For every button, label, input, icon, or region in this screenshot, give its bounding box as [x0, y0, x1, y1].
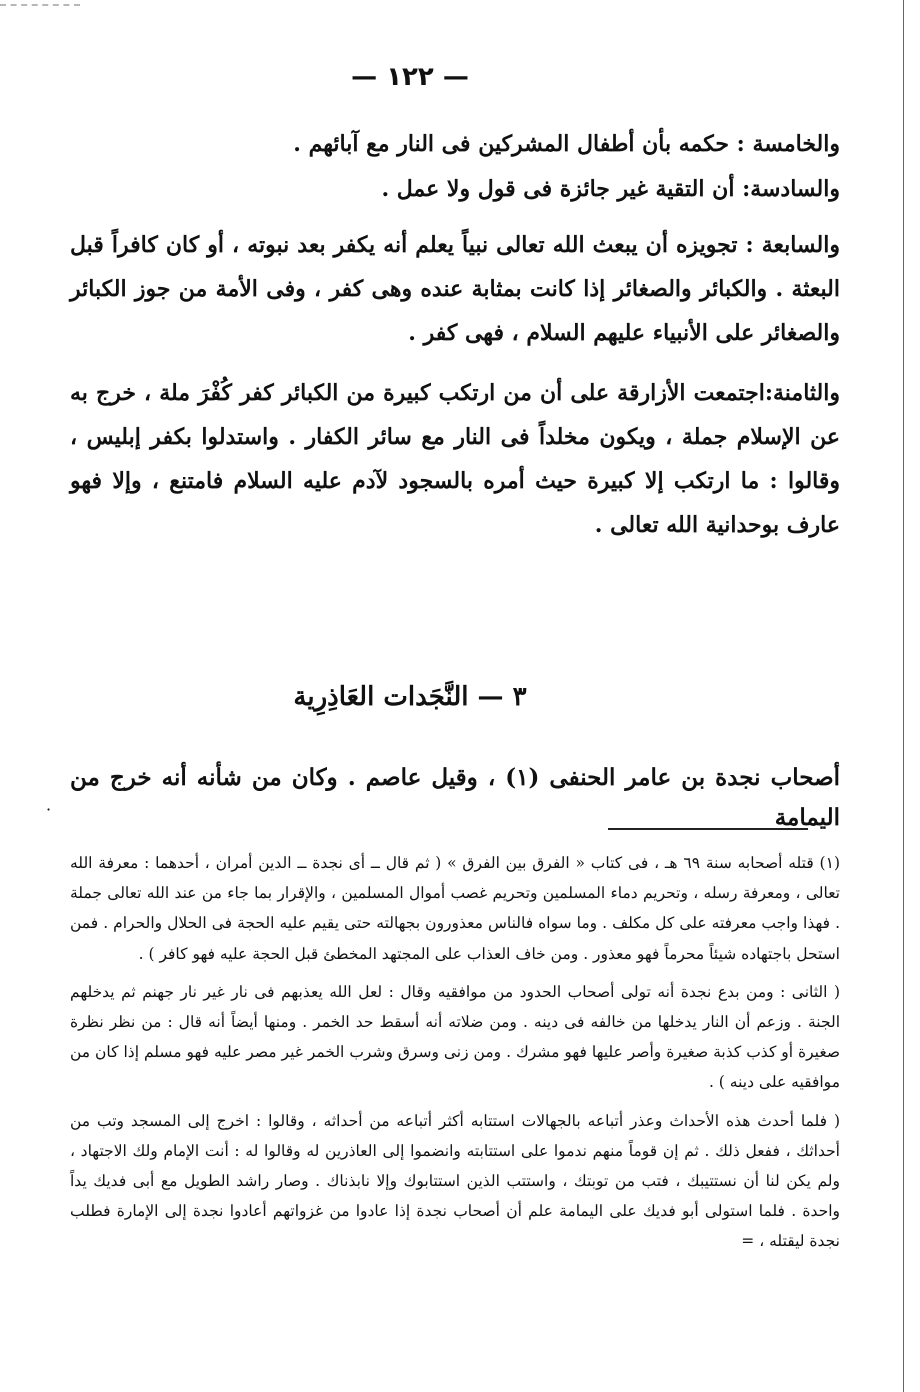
section-heading: ٣ — النَّجَدات العَاذِرِية [293, 682, 527, 712]
paragraph-eighth: والثامنة:اجتمعت الأزارقة على أن من ارتكب كبيرة من الكبائر كفر كُفْرَ ملة ، خرج به عن الإسلام جملة ، ويكون مخلداً فى النار مع سائر الكفار . واستدلوا بكفر إبليس ، وقالوا : ما ارتكب إلا كبيرة حيث أمره بالسجود لآدم عليه السلام فامتنع ، وإلا فهو عارف بوحدانية الله تعالى . [70, 380, 840, 538]
footnote-3: ( فلما أحدث هذه الأحداث وعذر أتباعه بالجهالات استتابه أكثر أتباعه من أحداثه ، وقالوا : اخرج إلى المسجد وتب من أحداثك ، ففعل ذلك . ثم إن قوماً منهم ندموا على استتابته وانضموا إلى العاذرين له وقالوا له : أنت الإمام ولك الاجتهاد ، ولم يكن لنا أن نستتيبك ، فتب من توبتك ، واستتب الذين استتابوك وإلا نابذناك . وصار راشد الطويل مع أبى فديك يداً واحدة . فلما استولى أبو فديك على اليمامة علم أن أصحاب نجدة إذا عادوا من غزواتهم أعادوا نجدة إلى الإمارة فطلب نجدة ليقتله ، = [70, 1111, 840, 1251]
margin-dot: · [46, 800, 52, 819]
page-edge-line [903, 0, 918, 1392]
footnote-1: (١) قتله أصحابه سنة ٦٩ هـ ، فى كتاب « الفرق بين الفرق » ( ثم قال ــ أى نجدة ــ الدين أمران ، أحدهما : معرفة الله تعالى ، ومعرفة رسله ، وتحريم دماء المسلمين وتحريم غصب أموال المسلمين ، والإقرار بما جاء من عند الله تعالى جملة . فهذا واجب معرفته على كل مكلف . وما سواه فالناس معذورون بجهالته حتى يقيم عليه الحجة فى الحلال والحرام . فمن استحل باجتهاده شيئاً محرماً فهو معذور . ومن خاف العذاب على المجتهد المخطئ قبل الحجة عليه فهو كافر ) . [70, 854, 840, 963]
paragraph-seventh: والسابعة : تجويزه أن يبعث الله تعالى نبياً يعلم أنه يكفر بعد نبوته ، أو كان كافراً قبل البعثة . والكبائر والصغائر إذا كانت بمثابة عنده وهى كفر ، وفى الأمة من جوز الكبائر والصغائر على الأنبياء عليهم السلام ، فهى كفر . [70, 232, 840, 346]
section-intro: أصحاب نجدة بن عامر الحنفى (١) ، وقيل عاصم . وكان من شأنه أنه خرج من اليمامة [70, 764, 840, 831]
paragraph-fifth: والخامسة : حكمه بأن أطفال المشركين فى النار مع آبائهم . [293, 131, 840, 157]
page-number: — ١٢٢ — [351, 62, 469, 92]
scan-edge-mark [0, 4, 80, 8]
paragraph-sixth: والسادسة: أن التقية غير جائزة فى قول ولا عمل . [381, 176, 840, 202]
footnote-separator [608, 828, 808, 830]
footnote-2: ( الثانى : ومن بدع نجدة أنه تولى أصحاب الحدود من موافقيه وقال : لعل الله يعذبهم فى نار غير نار جهنم ثم يدخلهم الجنة . وزعم أن النار يدخلها من خالفه فى دينه . ومن ضلاته أنه أسقط حد الخمر . ومنها أيضاً أنه قال : من نظر نظرة صغيرة أو كذب كذبة صغيرة وأصر عليها فهو مشرك . ومن زنى وسرق وشرب الخمر غير مصر عليه فهو مسلم إذا كان من موافقيه على دينه ) . [70, 982, 840, 1092]
main-text [70, 122, 840, 547]
footnotes [70, 848, 840, 1265]
